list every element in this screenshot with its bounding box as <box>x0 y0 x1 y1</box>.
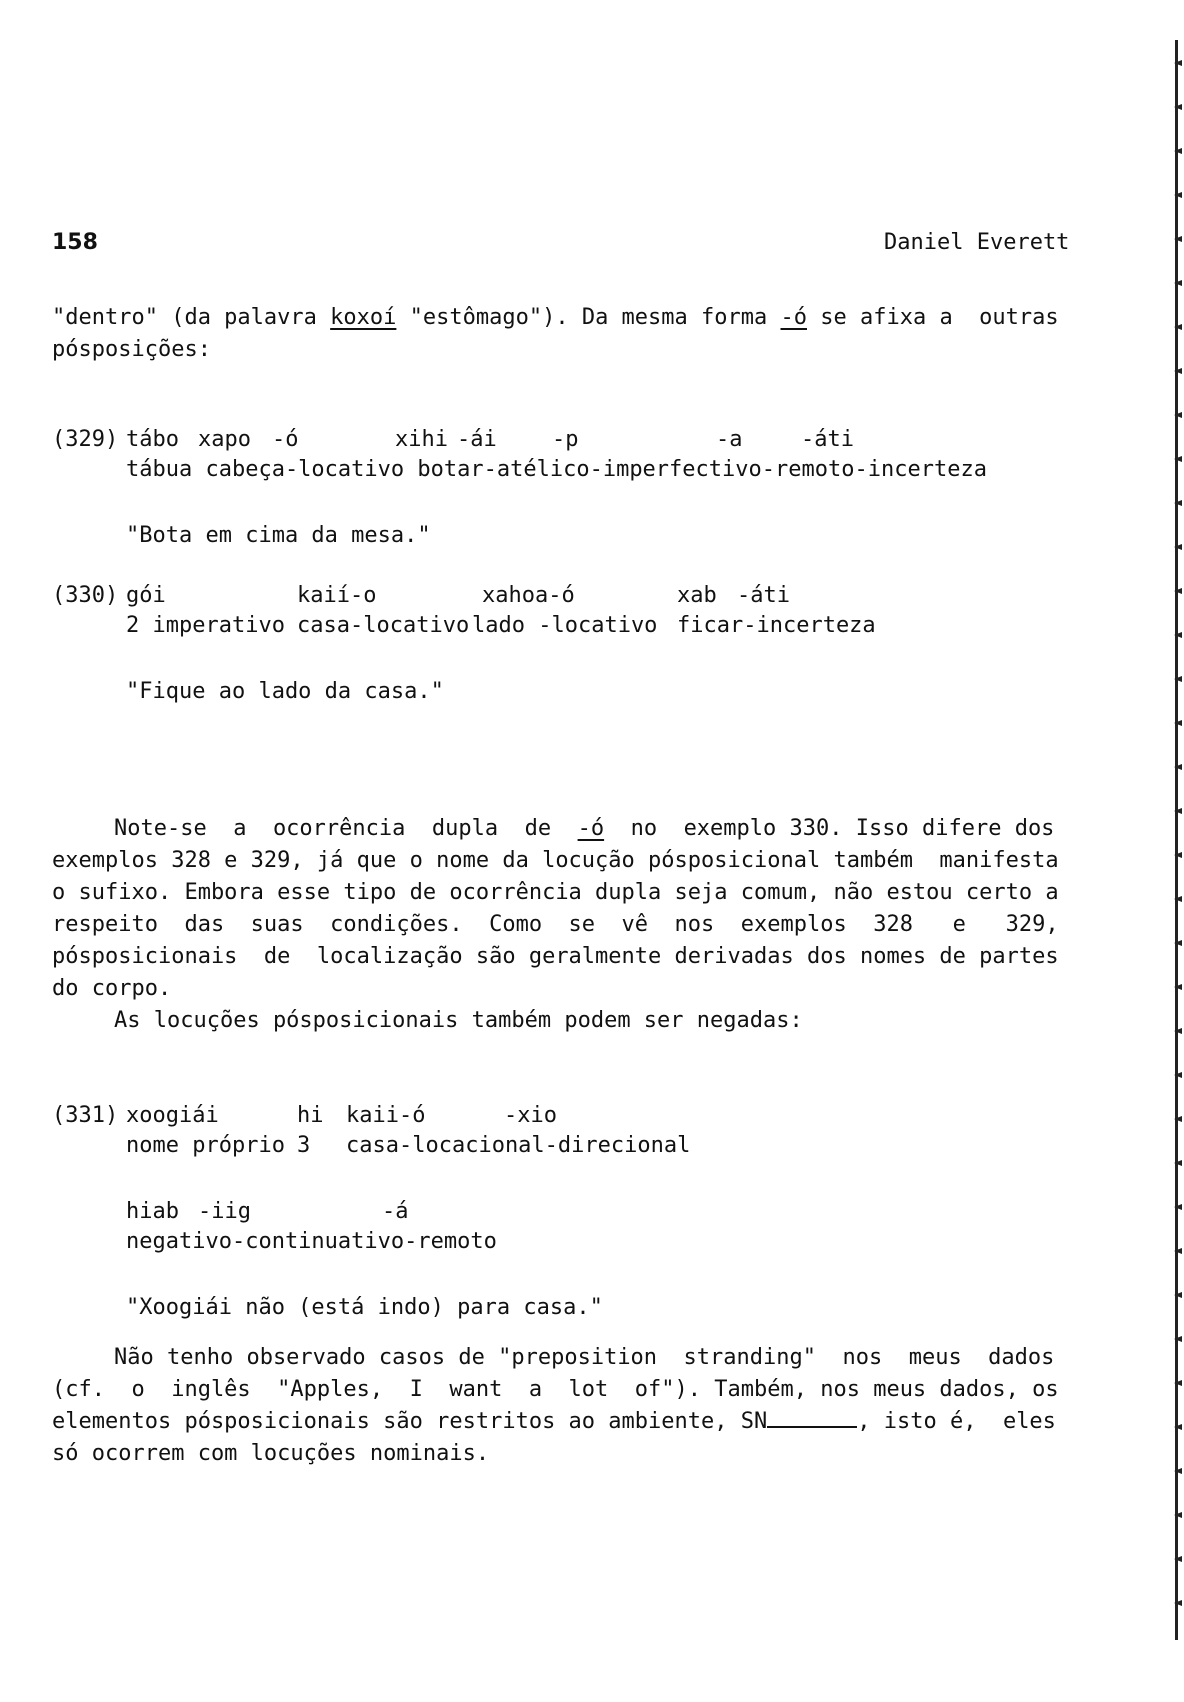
gloss: casa-locacional-direcional <box>346 1133 691 1158</box>
intro-text: se afixa a outras <box>807 305 1059 330</box>
word: xihi <box>395 427 448 452</box>
intro-text: "dentro" (da palavra <box>52 305 331 330</box>
gloss: negativo-continuativo-remoto <box>126 1229 497 1254</box>
word: kaii-ó <box>346 1103 426 1128</box>
body-paragraph-1 <box>52 813 1059 1037</box>
binding-edge <box>1175 40 1184 1640</box>
gloss: nome próprio <box>126 1133 285 1158</box>
word: -a <box>716 427 743 452</box>
gloss: 3 <box>297 1133 311 1158</box>
paragraph-line <box>52 1406 1056 1438</box>
word: tábo <box>126 427 179 452</box>
intro-line-2: pósposições: <box>52 337 211 362</box>
word: -iig <box>198 1199 251 1224</box>
paragraph-text: elementos pósposicionais são restritos ao ambiente, SN <box>52 1409 768 1434</box>
underlined-word: koxoí <box>330 305 397 330</box>
word: -ó <box>272 427 299 452</box>
blank-slot-line <box>767 1408 857 1428</box>
paragraph-line: o sufixo. Embora esse tipo de ocorrência dupla seja comum, não estou certo a <box>52 880 1059 905</box>
gloss-line: tábua cabeça-locativo botar-atélico-imperfectivo-remoto-incerteza <box>126 457 987 482</box>
paragraph-line: exemplos 328 e 329, já que o nome da locução pósposicional também manifesta <box>52 848 1059 873</box>
word: kaií-o <box>297 583 377 608</box>
gloss: ficar-incerteza <box>677 613 876 638</box>
example-number: (331) <box>52 1103 119 1128</box>
word: -xio <box>504 1103 557 1128</box>
paragraph-text: no exemplo 330. Isso difere dos <box>604 816 1055 841</box>
word: -p <box>552 427 579 452</box>
gloss: lado -locativo <box>472 613 658 638</box>
word: xahoa-ó <box>482 583 575 608</box>
underlined-suffix: -ó <box>780 305 807 330</box>
paragraph-text: , isto é, eles <box>857 1409 1056 1434</box>
paragraph-line: só ocorrem com locuções nominais. <box>52 1441 490 1466</box>
word: xapo <box>198 427 251 452</box>
paragraph-line: respeito das suas condições. Como se vê nos exemplos 328 e 329, <box>52 912 1059 937</box>
paragraph-line: (cf. o inglês "Apples, I want a lot of"). Também, nos meus dados, os <box>52 1377 1059 1402</box>
intro-text: "estômago"). Da mesma forma <box>396 305 781 330</box>
page-number: 158 <box>52 230 98 255</box>
free-translation: "Fique ao lado da casa." <box>126 679 444 704</box>
intro-paragraph <box>52 302 1058 366</box>
paragraph-line <box>52 813 1055 845</box>
example-number: (329) <box>52 427 119 452</box>
example-number: (330) <box>52 583 119 608</box>
free-translation: "Bota em cima da mesa." <box>126 523 431 548</box>
word: xab <box>677 583 717 608</box>
free-translation: "Xoogiái não (está indo) para casa." <box>126 1295 603 1320</box>
paragraph-line: pósposicionais de localização são geralmente derivadas dos nomes de partes <box>52 944 1059 969</box>
gloss: 2 imperativo <box>126 613 285 638</box>
paragraph-line: Não tenho observado casos de "preposition stranding" nos meus dados <box>114 1345 1055 1370</box>
word: hiab <box>126 1199 179 1224</box>
gloss: casa-locativo <box>297 613 470 638</box>
word: -ái <box>457 427 497 452</box>
paragraph-text: Note-se a ocorrência dupla de <box>114 816 578 841</box>
word: hi <box>297 1103 324 1128</box>
word: -á <box>382 1199 409 1224</box>
word: -áti <box>737 583 790 608</box>
body-paragraph-2 <box>52 1342 1059 1470</box>
paragraph-line: As locuções pósposicionais também podem ser negadas: <box>114 1008 803 1033</box>
running-head-author: Daniel Everett <box>884 230 1070 255</box>
underlined-suffix: -ó <box>577 816 605 841</box>
intro-line-1 <box>52 302 1058 334</box>
paragraph-line: do corpo. <box>52 976 172 1001</box>
word: -áti <box>801 427 854 452</box>
word: xoogiái <box>126 1103 219 1128</box>
word: gói <box>126 583 166 608</box>
